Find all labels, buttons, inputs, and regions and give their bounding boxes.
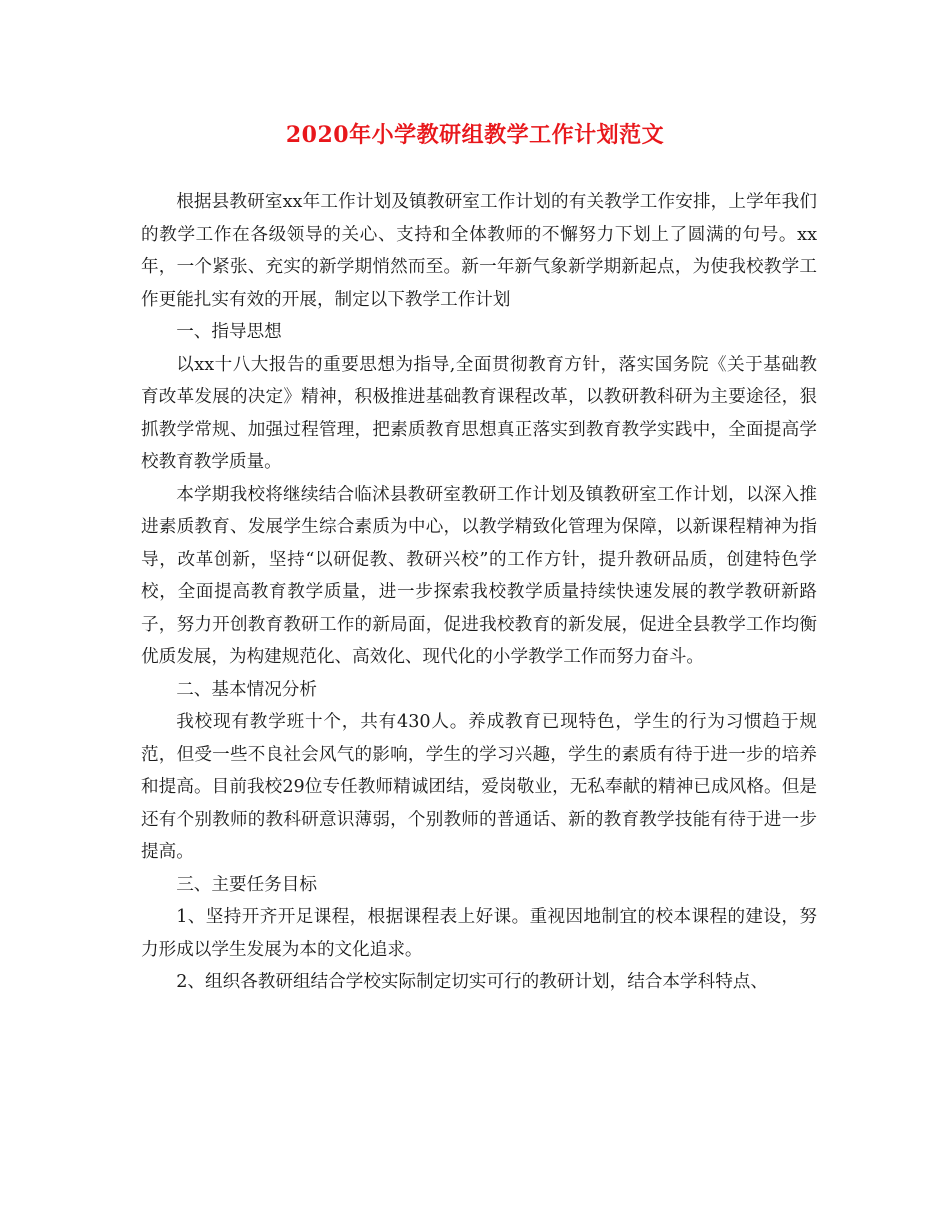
paragraph-task-1: 1、坚持开齐开足课程，根据课程表上好课。重视因地制宜的校本课程的建设，努力形成以学生发展为本的文化追求。 xyxy=(141,907,817,960)
paragraph-situation-analysis: 我校现有教学班十个，共有430人。养成教育已现特色，学生的行为习惯趋于规范，但受一些不良社会风气的影响，学生的学习兴趣，学生的素质有待于进一步的培养和提高。目前我校29位专任教师精诚团结，爱岗敬业，无私奉献的精神已成风格。但是还有个别教师的教科研意识薄弱，个别教师的普通话、新的教育教学技能有待于进一步提高。 xyxy=(141,712,817,862)
section-heading-guiding-ideology: 一、指导思想 xyxy=(176,322,282,342)
document-body xyxy=(141,186,817,999)
paragraph-guiding-ideology: 以xx十八大报告的重要思想为指导,全面贯彻教育方针，落实国务院《关于基础教育改革发展的决定》精神，积极推进基础教育课程改革，以教研教科研为主要途径，狠抓教学常规、加强过程管理，把素质教育思想真正落实到教育教学实践中，全面提高学校教育教学质量。 xyxy=(141,354,817,472)
paragraph-task-2: 2、组织各教研组结合学校实际制定切实可行的教研计划，结合本学科特点、 xyxy=(176,972,768,992)
document-title: 2020年小学教研组教学工作计划范文 xyxy=(285,122,665,148)
section-heading-main-tasks: 三、主要任务目标 xyxy=(176,874,317,895)
paragraph-intro: 根据县教研室xx年工作计划及镇教研室工作计划的有关教学工作安排，上学年我们的教学工作在各级领导的关心、支持和全体教师的不懈努力下划上了圆满的句号。xx年，一个紧张、充实的新学期悄然而至。新一年新气象新学期新起点，为使我校教学工作更能扎实有效的开展，制定以下教学工作计划 xyxy=(141,192,817,310)
paragraph-semester-plan: 本学期我校将继续结合临沭县教研室教研工作计划及镇教研室工作计划，以深入推进素质教育、发展学生综合素质为中心，以教学精致化管理为保障，以新课程精神为指导，改革创新，坚持“以研促教、教研兴校”的工作方针，提升教研品质，创建特色学校，全面提高教育教学质量，进一步探索我校教学质量持续快速发展的教学教研新路子，努力开创教育教研工作的新局面，促进我校教育的新发展，促进全县教学工作均衡优质发展，为构建规范化、高效化、现代化的小学教学工作而努力奋斗。 xyxy=(141,484,817,667)
section-heading-situation-analysis: 二、基本情况分析 xyxy=(176,679,317,700)
